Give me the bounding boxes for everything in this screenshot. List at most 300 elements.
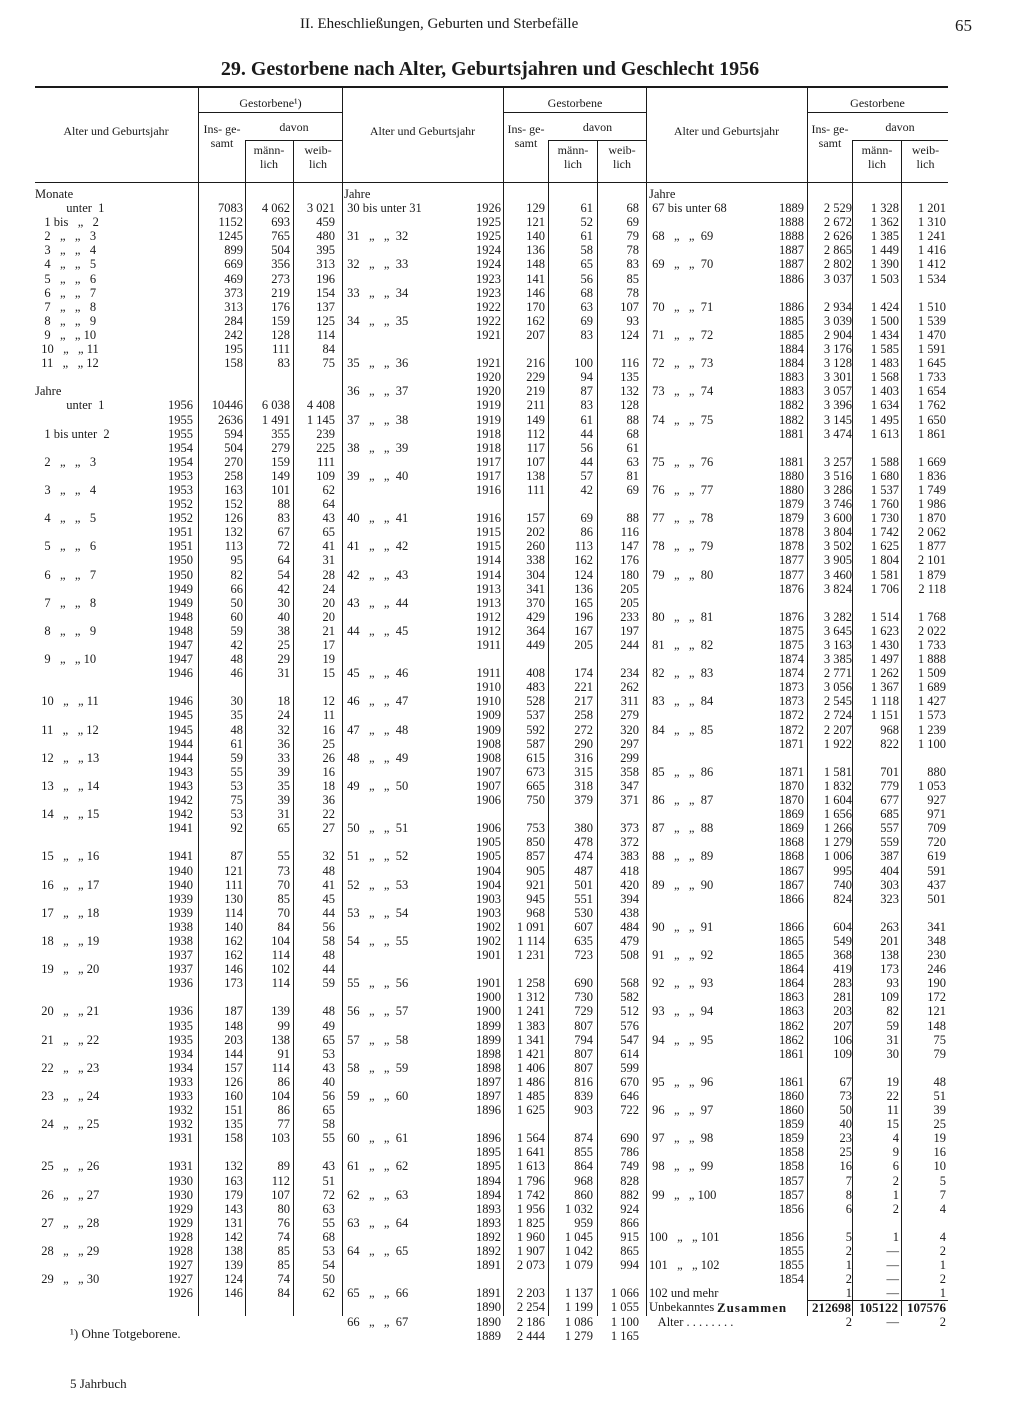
row-label: 37 „ „ 38 (344, 412, 409, 427)
male-value: 1 730 (870, 511, 899, 526)
male-value: 70 (277, 905, 290, 920)
male-value: 38 (277, 623, 290, 638)
table-row (649, 553, 949, 567)
hrule (245, 140, 343, 141)
male-value: 159 (271, 313, 290, 328)
female-value: 709 (927, 821, 946, 836)
table-row (35, 1272, 345, 1286)
birth-year: 1886 (779, 271, 804, 286)
table-row (649, 539, 949, 553)
table-row (344, 356, 644, 370)
birth-year: 1923 (476, 271, 501, 286)
birth-year: 1914 (476, 553, 501, 568)
male-value: 685 (880, 807, 899, 822)
table-row (649, 793, 949, 807)
row-label: 101 „ „ 102 (649, 1258, 720, 1273)
total-value: 483 (526, 680, 545, 695)
female-value: 599 (620, 1060, 639, 1075)
table-row (649, 455, 949, 469)
male-value: 807 (574, 1060, 593, 1075)
table-row (344, 1061, 644, 1075)
row-label: 79 „ „ 80 (649, 567, 714, 582)
row-label: 29 „ „ 30 (35, 1272, 100, 1287)
birth-year: 1892 (476, 1229, 501, 1244)
male-value: 1 042 (564, 1244, 593, 1259)
birth-year: 1911 (476, 666, 501, 681)
table-row (649, 413, 949, 427)
total-value: 1 279 (823, 835, 852, 850)
table-row (344, 1159, 644, 1173)
total-value: 2 904 (823, 327, 852, 342)
female-value: 63 (322, 1201, 335, 1216)
total-value: 3 396 (823, 398, 852, 413)
birth-year: 1870 (779, 778, 804, 793)
female-value: 1 733 (917, 370, 946, 385)
male-value: 19 (886, 1074, 899, 1089)
female-value: 1 427 (917, 694, 946, 709)
female-value: 1 (939, 1286, 946, 1301)
table-row (649, 469, 949, 483)
birth-year: 1872 (779, 722, 804, 737)
table-row (344, 1188, 644, 1202)
total-value: 3 460 (823, 567, 852, 582)
birth-year: 1899 (476, 1032, 501, 1047)
total-value: 419 (833, 962, 852, 977)
female-value: 75 (322, 356, 335, 371)
birth-year: 1938 (168, 933, 193, 948)
table-row (35, 948, 345, 962)
birth-year: 1931 (168, 1159, 193, 1174)
table-row (35, 1131, 345, 1145)
birth-year: 1937 (168, 948, 193, 963)
row-label: 45 „ „ 46 (344, 666, 409, 681)
birth-year: 1944 (168, 736, 193, 751)
female-value: 81 (626, 468, 639, 483)
total-value: 216 (526, 356, 545, 371)
row-label: 66 „ „ 67 (344, 1314, 409, 1329)
birth-year: 1887 (779, 257, 804, 272)
male-value: 779 (880, 778, 899, 793)
birth-year: 1926 (168, 1286, 193, 1301)
male-value: 86 (277, 1074, 290, 1089)
table-row (35, 582, 345, 596)
male-value: 1 434 (870, 327, 899, 342)
table-block-3 (649, 187, 949, 1329)
table-row (344, 511, 644, 525)
total-value: 968 (526, 905, 545, 920)
female-value: 320 (620, 722, 639, 737)
total-value: 3 282 (823, 609, 852, 624)
total-value: 824 (833, 891, 852, 906)
row-label: 78 „ „ 79 (649, 539, 714, 554)
table-row (344, 525, 644, 539)
birth-year: 1857 (779, 1173, 804, 1188)
male-value: 1 514 (870, 609, 899, 624)
footnote: ¹) Ohne Totgeborene. (70, 1326, 181, 1341)
total-value: 92 (230, 821, 243, 836)
group-header: Gestorbene¹) (239, 96, 302, 110)
female-value: 1 870 (917, 511, 946, 526)
male-value: 173 (880, 962, 899, 977)
table-block-1 (35, 187, 345, 1300)
male-value: 221 (574, 680, 593, 695)
female-value: 1 733 (917, 638, 946, 652)
birth-year: 1893 (476, 1201, 501, 1216)
total-maennlich: 105122 (859, 1300, 898, 1315)
birth-year: 1894 (476, 1187, 501, 1202)
birth-year: 1951 (168, 525, 193, 540)
birth-year: 1907 (476, 778, 501, 793)
male-value: 35 (277, 778, 290, 793)
birth-year: 1859 (779, 1131, 804, 1146)
male-value: 9 (892, 1145, 899, 1160)
male-value: 822 (880, 736, 899, 751)
row-label: 15 „ „ 16 (35, 849, 100, 864)
table-row (35, 497, 345, 511)
row-label: 60 „ „ 61 (344, 1131, 409, 1146)
table-row (344, 821, 644, 835)
female-value: 22 (322, 807, 335, 822)
hrule (807, 112, 948, 113)
male-value: 84 (277, 1286, 290, 1301)
table-row (35, 835, 345, 849)
birth-year: 1950 (168, 553, 193, 568)
birth-year: 1954 (168, 454, 193, 469)
row-label: 1 bis „ 2 (35, 215, 99, 230)
birth-year: 1921 (476, 356, 501, 371)
table-row (344, 483, 644, 497)
total-value: 163 (224, 482, 243, 497)
male-value: 959 (574, 1215, 593, 1230)
male-value: 83 (277, 356, 290, 371)
table-row (649, 243, 949, 257)
birth-year: 1876 (779, 581, 804, 596)
total-value: 140 (224, 919, 243, 934)
female-value: 36 (322, 793, 335, 808)
female-value: 48 (322, 948, 335, 963)
table-row (649, 1075, 949, 1089)
total-value: 132 (224, 1159, 243, 1174)
row-label: 28 „ „ 29 (35, 1244, 100, 1259)
row-label: unter 1 (35, 201, 105, 216)
female-value: 1 165 (610, 1328, 639, 1343)
birth-year: 1872 (779, 708, 804, 723)
birth-year: 1871 (779, 764, 804, 779)
birth-year: 1914 (476, 567, 501, 582)
male-value: 86 (580, 525, 593, 540)
table-row (344, 934, 644, 948)
female-value: 614 (620, 1046, 639, 1061)
header-rule (35, 182, 948, 183)
birth-year: 1955 (168, 412, 193, 427)
row-label: 75 „ „ 76 (649, 454, 714, 469)
table-row (649, 286, 949, 300)
female-value: 547 (620, 1032, 639, 1047)
female-value: 924 (620, 1201, 639, 1216)
table-row (35, 906, 345, 920)
table-row (649, 1188, 949, 1202)
female-value: 246 (927, 962, 946, 977)
female-value: 176 (620, 553, 639, 568)
birth-year: 1856 (779, 1229, 804, 1244)
female-value: 341 (927, 919, 946, 934)
birth-year: 1956 (168, 398, 193, 413)
total-value: 3 056 (823, 680, 852, 695)
table-row (35, 342, 345, 356)
table-row (35, 1286, 345, 1300)
row-label: 14 „ „ 15 (35, 807, 100, 822)
table-row (649, 1286, 949, 1300)
birth-year: 1935 (168, 1032, 193, 1047)
male-value: 968 (574, 1173, 593, 1188)
birth-year: 1929 (168, 1215, 193, 1230)
table-row (344, 751, 644, 765)
page-number: 65 (955, 16, 972, 35)
row-label: 22 „ „ 23 (35, 1060, 100, 1075)
female-value: 576 (620, 1018, 639, 1033)
stub-header: Alter und Geburtsjahr (63, 124, 169, 138)
female-value: 85 (626, 271, 639, 286)
female-value: 132 (620, 384, 639, 399)
total-value: 3 163 (823, 638, 852, 652)
table-row (35, 1089, 345, 1103)
female-value: 111 (317, 454, 335, 469)
table-row (344, 1047, 644, 1061)
total-value: 242 (224, 327, 243, 342)
total-value: 1 564 (516, 1131, 545, 1146)
table-row (649, 821, 949, 835)
birth-year: 1891 (476, 1286, 501, 1301)
total-value: 270 (224, 454, 243, 469)
male-value: 1 503 (870, 271, 899, 286)
total-value: 121 (224, 863, 243, 878)
female-value: 1 879 (917, 567, 946, 582)
birth-year: 1917 (476, 468, 501, 483)
male-value: 61 (580, 229, 593, 244)
male-value: 84 (277, 919, 290, 934)
table-row (35, 610, 345, 624)
total-value: 2636 (218, 412, 243, 427)
total-value: 1 (845, 1258, 852, 1273)
male-value: 83 (580, 398, 593, 413)
birth-year: 1944 (168, 750, 193, 765)
table-row (649, 596, 949, 610)
table-row (344, 920, 644, 934)
birth-year: 1867 (779, 877, 804, 892)
female-value: 591 (927, 863, 946, 878)
birth-year: 1931 (168, 1131, 193, 1146)
table-row (35, 553, 345, 567)
male-value: 968 (880, 722, 899, 737)
birth-year: 1932 (168, 1103, 193, 1118)
total-value: 158 (224, 1131, 243, 1146)
male-value: 290 (574, 736, 593, 751)
male-value: 69 (580, 511, 593, 526)
female-value: 299 (620, 750, 639, 765)
female-value: 205 (620, 595, 639, 610)
total-value: 61 (230, 736, 243, 751)
female-value: 78 (626, 285, 639, 300)
female-value: 394 (620, 891, 639, 906)
total-value: 260 (526, 539, 545, 554)
table-row (35, 878, 345, 892)
birth-year: 1874 (779, 652, 804, 667)
female-value: 65 (322, 1032, 335, 1047)
birth-year: 1882 (779, 412, 804, 427)
birth-year: 1898 (476, 1060, 501, 1075)
row-label: 71 „ „ 72 (649, 327, 714, 342)
table-row (649, 1103, 949, 1117)
female-value: 56 (322, 1089, 335, 1103)
total-weiblich: 107576 (907, 1300, 946, 1315)
row-label: 24 „ „ 25 (35, 1117, 100, 1132)
male-value: 1 328 (870, 201, 899, 216)
table-row (344, 441, 644, 455)
female-value: 347 (620, 778, 639, 793)
male-value: 111 (272, 342, 290, 357)
birth-year: 1887 (779, 243, 804, 258)
birth-year: 1908 (476, 736, 501, 751)
total-value: 207 (526, 327, 545, 342)
row-label: 73 „ „ 74 (649, 384, 714, 399)
male-value: 44 (580, 454, 593, 469)
male-value: 1 (892, 1187, 899, 1202)
table-row (649, 497, 949, 511)
table-row (35, 300, 345, 314)
birth-year: 1881 (779, 426, 804, 441)
table-row (35, 821, 345, 835)
birth-year: 1946 (168, 666, 193, 681)
table-row (649, 976, 949, 990)
row-label: 90 „ „ 91 (649, 919, 714, 934)
birth-year: 1885 (779, 313, 804, 328)
total-value: 1 742 (516, 1187, 545, 1202)
birth-year: 1903 (476, 905, 501, 920)
total-value: 905 (526, 863, 545, 878)
total-value: 157 (224, 1060, 243, 1075)
row-label: 64 „ „ 65 (344, 1244, 409, 1259)
female-value: 41 (322, 539, 335, 554)
total-value: 229 (526, 370, 545, 385)
table-row (35, 1258, 345, 1272)
female-value: 1 573 (917, 708, 946, 723)
table-row (344, 1033, 644, 1047)
male-value: 1 500 (870, 313, 899, 328)
total-value: 48 (230, 652, 243, 667)
total-value: 163 (224, 1173, 243, 1188)
female-value: 61 (626, 440, 639, 455)
table-row (35, 483, 345, 497)
female-value: 749 (620, 1159, 639, 1174)
table-row (344, 1272, 644, 1286)
total-value: 16 (839, 1159, 852, 1174)
total-value: 203 (224, 1032, 243, 1047)
table-row (649, 1047, 949, 1061)
row-label: 67 bis unter 68 (649, 201, 727, 216)
table-row (344, 568, 644, 582)
female-value: 582 (620, 990, 639, 1005)
male-value: 56 (580, 440, 593, 455)
weiblich-header: weib- lich (608, 143, 636, 171)
birth-year: 1945 (168, 722, 193, 737)
birth-year: 1946 (168, 694, 193, 709)
birth-year: 1933 (168, 1074, 193, 1089)
total-value: 148 (526, 257, 545, 272)
birth-year: 1916 (476, 482, 501, 497)
male-value: 58 (580, 243, 593, 258)
male-value: 18 (277, 694, 290, 709)
birth-year: 1893 (476, 1215, 501, 1230)
male-value: 32 (277, 722, 290, 737)
birth-year: 1927 (168, 1272, 193, 1287)
birth-year: 1919 (476, 398, 501, 413)
female-value: 65 (322, 1103, 335, 1118)
birth-year: 1915 (476, 525, 501, 540)
total-value: 3 502 (823, 539, 852, 554)
female-value: 313 (316, 257, 335, 272)
total-value: 592 (526, 722, 545, 737)
table-row (344, 1117, 644, 1131)
table-row (649, 1131, 949, 1145)
table-row (649, 427, 949, 441)
birth-year: 1900 (476, 1004, 501, 1019)
male-value: 559 (880, 835, 899, 850)
row-label: 95 „ „ 96 (649, 1074, 714, 1089)
female-value: 4 (939, 1229, 946, 1244)
table-row (344, 314, 644, 328)
row-label: 53 „ „ 54 (344, 905, 409, 920)
male-value: — (886, 1314, 899, 1329)
row-label: 10 „ „ 11 (35, 342, 99, 357)
female-value: 124 (620, 327, 639, 342)
table-row (649, 694, 949, 708)
table-row (344, 272, 644, 286)
female-value: 1 053 (917, 778, 946, 793)
total-value: 114 (224, 905, 243, 920)
female-value: 147 (620, 539, 639, 554)
male-value: 501 (574, 877, 593, 892)
total-value: 1 485 (516, 1089, 545, 1103)
total-value: 157 (526, 511, 545, 526)
male-value: 316 (574, 750, 593, 765)
birth-year: 1924 (476, 243, 501, 258)
total-value: 67 (839, 1074, 852, 1089)
birth-year: 1955 (168, 426, 193, 441)
row-label: 3 „ „ 4 (35, 482, 97, 497)
birth-year: 1911 (476, 638, 501, 652)
female-value: 484 (620, 919, 639, 934)
total-value: 211 (526, 398, 545, 413)
birth-year: 1855 (779, 1244, 804, 1259)
male-value: 76 (277, 1215, 290, 1230)
table-row (649, 666, 949, 680)
table-row (344, 384, 644, 398)
female-value: 971 (927, 807, 946, 822)
table-row (35, 765, 345, 779)
total-value: 2 724 (823, 708, 852, 723)
male-value: 1 585 (870, 342, 899, 357)
female-value: 1 986 (917, 497, 946, 512)
female-value: 1 055 (610, 1300, 639, 1315)
total-value: 25 (839, 1145, 852, 1160)
female-value: 1 539 (917, 313, 946, 328)
male-value: 839 (574, 1089, 593, 1103)
male-value: 6 038 (261, 398, 290, 413)
total-value: 203 (833, 1004, 852, 1019)
birth-year: 1949 (168, 581, 193, 596)
birth-year: 1874 (779, 666, 804, 681)
male-value: 64 (277, 553, 290, 568)
